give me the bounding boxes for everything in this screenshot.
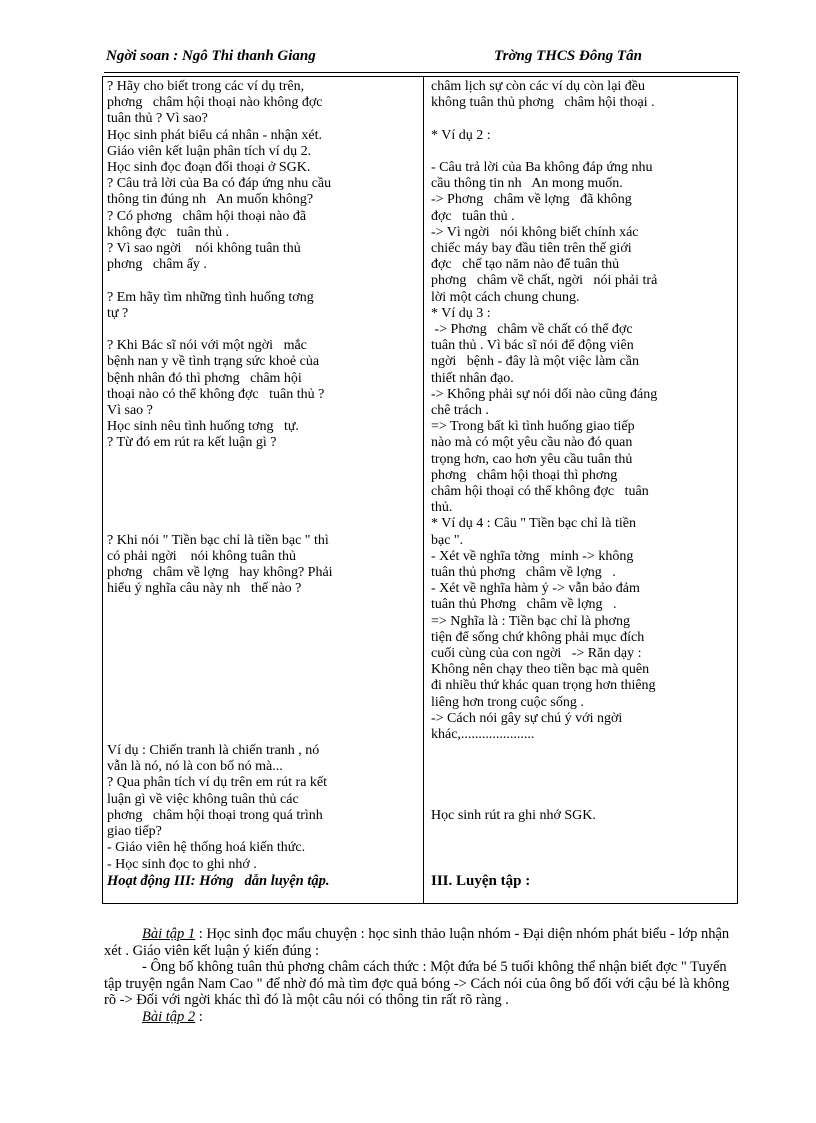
left-line: ? Khi Bác sĩ nói với một ngời mắc bbox=[107, 338, 307, 354]
left-line bbox=[107, 322, 419, 338]
left-line: ? Từ đó em rút ra kết luận gì ? bbox=[107, 435, 277, 451]
content-column bbox=[425, 77, 737, 903]
left-line: Học sinh phát biểu cá nhân - nhận xét. bbox=[107, 127, 322, 143]
exercise-2-suffix: : bbox=[195, 1008, 203, 1025]
right-line: ngời bệnh - đây là một việc làm cần bbox=[431, 354, 640, 370]
right-line: -> Cách nói gây sự chú ý với ngời bbox=[431, 710, 623, 726]
exercise-1-detail: - Ông bố không tuân thủ phơng châm cách thức : Một đứa bé 5 tuổi không thể nhận biết đợc " Tuyển tập truyện ngắn Nam Cao " để nhờ đó mà tìm đợc quả bóng -> Cách nói của ông bố đối với cậu bé là không rõ -> Đối với ngời khác thì đó là một câu nói có thông tin rất rõ ràng . bbox=[104, 959, 730, 1008]
right-line: * Ví dụ 4 : Câu " Tiền bạc chỉ là tiền bbox=[431, 516, 636, 532]
right-line: chiếc máy bay đầu tiên trên thế giới bbox=[431, 241, 632, 256]
left-line: vẫn là nó, nó là con bố nó mà... bbox=[107, 759, 283, 775]
left-line bbox=[107, 484, 419, 500]
right-lines bbox=[431, 79, 733, 873]
right-line: - Câu trả lời của Ba không đáp ứng nhu bbox=[431, 159, 653, 175]
right-line: châm lịch sự còn các ví dụ còn lại đều bbox=[431, 79, 646, 94]
exercise-section bbox=[104, 926, 740, 1025]
left-line bbox=[107, 630, 419, 646]
right-line: - Xét về nghĩa hàm ý -> vẫn bảo đảm bbox=[431, 581, 640, 597]
left-line: tự ? bbox=[107, 305, 129, 321]
right-line bbox=[431, 144, 733, 160]
left-line: ? Vì sao ngời nói không tuân thủ bbox=[107, 241, 301, 257]
left-line: ? Câu trả lời của Ba có đáp ứng nhu cầu bbox=[107, 176, 332, 192]
exercise-1-text: : Học sinh đọc mẩu chuyện : học sinh thảo luận nhóm - Đại diện nhóm phát biểu - lớp nhận xét . Giáo viên kết luận ý kiến đúng : bbox=[104, 926, 730, 959]
right-line: phơng châm hội thoại thì phơng bbox=[431, 467, 618, 483]
left-line bbox=[107, 452, 419, 468]
left-line bbox=[107, 727, 419, 743]
right-line: * Ví dụ 3 : bbox=[431, 305, 491, 321]
left-line: ? Khi nói " Tiền bạc chỉ là tiền bạc " thì bbox=[107, 532, 329, 548]
left-line: phơng châm hội thoại nào không đợc bbox=[107, 95, 323, 111]
right-line: tuân thủ phơng châm về lợng . bbox=[431, 565, 616, 581]
right-line: nào mà có một yêu cầu nào đó quan bbox=[431, 435, 633, 451]
left-line: thoại nào có thể không đợc tuân thủ ? bbox=[107, 386, 325, 402]
right-line: phơng châm về chất, ngời nói phải trả bbox=[431, 273, 658, 289]
right-line: => Nghĩa là : Tiền bạc chỉ là phơng bbox=[431, 613, 630, 629]
left-line bbox=[107, 597, 419, 613]
left-line: ? Em hãy tìm những tình huống tơng bbox=[107, 289, 314, 305]
right-line bbox=[431, 792, 733, 808]
left-line: giao tiếp? bbox=[107, 824, 162, 840]
right-line bbox=[431, 111, 733, 127]
left-line bbox=[107, 614, 419, 630]
left-line: bệnh nhân đó thì phơng châm hội bbox=[107, 370, 302, 386]
left-line: thông tin đúng nh An muốn không? bbox=[107, 192, 314, 208]
activity-heading: Hoạt động III: Hớng dẫn luyện tập. bbox=[107, 872, 330, 889]
right-line: cuối cùng của con ngời -> Răn dạy : bbox=[431, 646, 642, 662]
right-line: thiết nhân đạo. bbox=[431, 370, 514, 386]
section-heading: III. Luyện tập : bbox=[431, 872, 531, 889]
left-line bbox=[107, 662, 419, 678]
right-line: chê trách . bbox=[431, 403, 489, 419]
left-line: bệnh nan y về tình trạng sức khoẻ của bbox=[107, 354, 320, 370]
left-line: - Giáo viên hệ thống hoá kiến thức. bbox=[107, 840, 306, 856]
left-line: hiểu ý nghĩa câu này nh thế nào ? bbox=[107, 581, 302, 597]
right-line: lời một cách chung chung. bbox=[431, 289, 580, 305]
left-line: có phải ngời nói không tuân thủ bbox=[107, 548, 296, 564]
left-line bbox=[107, 468, 419, 484]
right-line: thủ. bbox=[431, 500, 453, 516]
left-line bbox=[107, 695, 419, 711]
left-line: phơng châm hội thoại trong quá trình bbox=[107, 807, 323, 823]
right-line bbox=[431, 759, 733, 775]
left-line: ? Có phơng châm hội thoại nào đã bbox=[107, 208, 307, 224]
exercise-1 bbox=[104, 926, 740, 959]
left-line: - Học sinh đọc to ghi nhớ . bbox=[107, 856, 257, 872]
right-line: liêng hơn trong cuộc sống . bbox=[431, 694, 584, 710]
right-line bbox=[431, 743, 733, 759]
left-line: Giáo viên kết luận phân tích ví dụ 2. bbox=[107, 143, 312, 159]
left-line: luận gì về việc không tuân thủ các bbox=[107, 791, 299, 807]
left-line: Ví dụ : Chiến tranh là chiến tranh , nó bbox=[107, 743, 320, 759]
left-line: tuân thủ ? Vì sao? bbox=[107, 111, 208, 127]
right-line: -> Phơng châm về chất có thể đợc bbox=[431, 322, 633, 338]
right-line: đi nhiều thứ khác quan trọng hơn thiêng bbox=[431, 678, 656, 694]
right-line bbox=[431, 840, 733, 856]
page-header bbox=[106, 48, 706, 68]
exercise-2 bbox=[104, 1009, 740, 1026]
right-line: -> Vì ngời nói không biết chính xác bbox=[431, 224, 639, 240]
left-lines bbox=[107, 79, 419, 873]
left-line bbox=[107, 678, 419, 694]
right-line: -> Không phải sự nói dối nào cũng đáng bbox=[431, 386, 658, 402]
author-line: Ngời soan : Ngô Thi thanh Giang bbox=[106, 48, 316, 64]
right-line: bạc ". bbox=[431, 532, 464, 548]
left-line bbox=[107, 646, 419, 662]
left-line bbox=[107, 516, 419, 532]
right-line bbox=[431, 857, 733, 873]
left-line bbox=[107, 273, 419, 289]
exercise-2-label: Bài tập 2 bbox=[142, 1008, 196, 1025]
right-line bbox=[431, 824, 733, 840]
left-line: ? Hãy cho biết trong các ví dụ trên, bbox=[107, 79, 305, 94]
right-line: - Xét về nghĩa tờng minh -> không bbox=[431, 548, 634, 564]
left-line: ? Qua phân tích ví dụ trên em rút ra kết bbox=[107, 775, 328, 791]
header-rule bbox=[104, 72, 740, 73]
left-line: phơng châm về lợng hay không? Phải bbox=[107, 564, 333, 580]
right-line: châm hội thoại có thể không đợc tuân bbox=[431, 484, 649, 500]
exercise-1-label: Bài tập 1 bbox=[142, 926, 196, 942]
right-line: khác,..................... bbox=[431, 727, 535, 743]
teacher-activity-column bbox=[103, 77, 424, 903]
left-line: Học sinh nêu tình huống tơng tự. bbox=[107, 419, 299, 435]
right-line: tuân thủ Phơng châm về lợng . bbox=[431, 597, 617, 613]
school-line: Trờng THCS Đông Tân bbox=[494, 48, 642, 64]
right-line: * Ví dụ 2 : bbox=[431, 127, 491, 143]
right-line: trọng hơn, cao hơn yêu cầu tuân thủ bbox=[431, 451, 633, 467]
right-line: cầu thông tin nh An mong muốn. bbox=[431, 176, 623, 192]
right-line: tuân thủ . Vì bác sĩ nói để động viên bbox=[431, 338, 634, 354]
right-line: không tuân thủ phơng châm hội thoại . bbox=[431, 95, 655, 111]
right-line: Không nên chạy theo tiền bạc mà quên bbox=[431, 662, 650, 678]
lesson-table bbox=[102, 76, 738, 904]
right-line: => Trong bất kì tình huống giao tiếp bbox=[431, 419, 635, 435]
left-line: Vì sao ? bbox=[107, 403, 153, 419]
left-line bbox=[107, 711, 419, 727]
left-line: Học sinh đọc đoạn đối thoại ở SGK. bbox=[107, 160, 311, 176]
right-line: đợc tuân thủ . bbox=[431, 208, 515, 224]
right-line: -> Phơng châm về lợng đã không bbox=[431, 192, 632, 208]
right-line bbox=[431, 776, 733, 792]
right-line: đợc chế tạo năm nào để tuân thủ bbox=[431, 257, 620, 273]
right-line: Học sinh rút ra ghi nhớ SGK. bbox=[431, 808, 596, 824]
left-line bbox=[107, 500, 419, 516]
right-line: tiện để sống chứ không phải mục đích bbox=[431, 629, 645, 645]
left-line: phơng châm ấy . bbox=[107, 257, 207, 273]
left-line: không đợc tuân thủ . bbox=[107, 224, 230, 240]
